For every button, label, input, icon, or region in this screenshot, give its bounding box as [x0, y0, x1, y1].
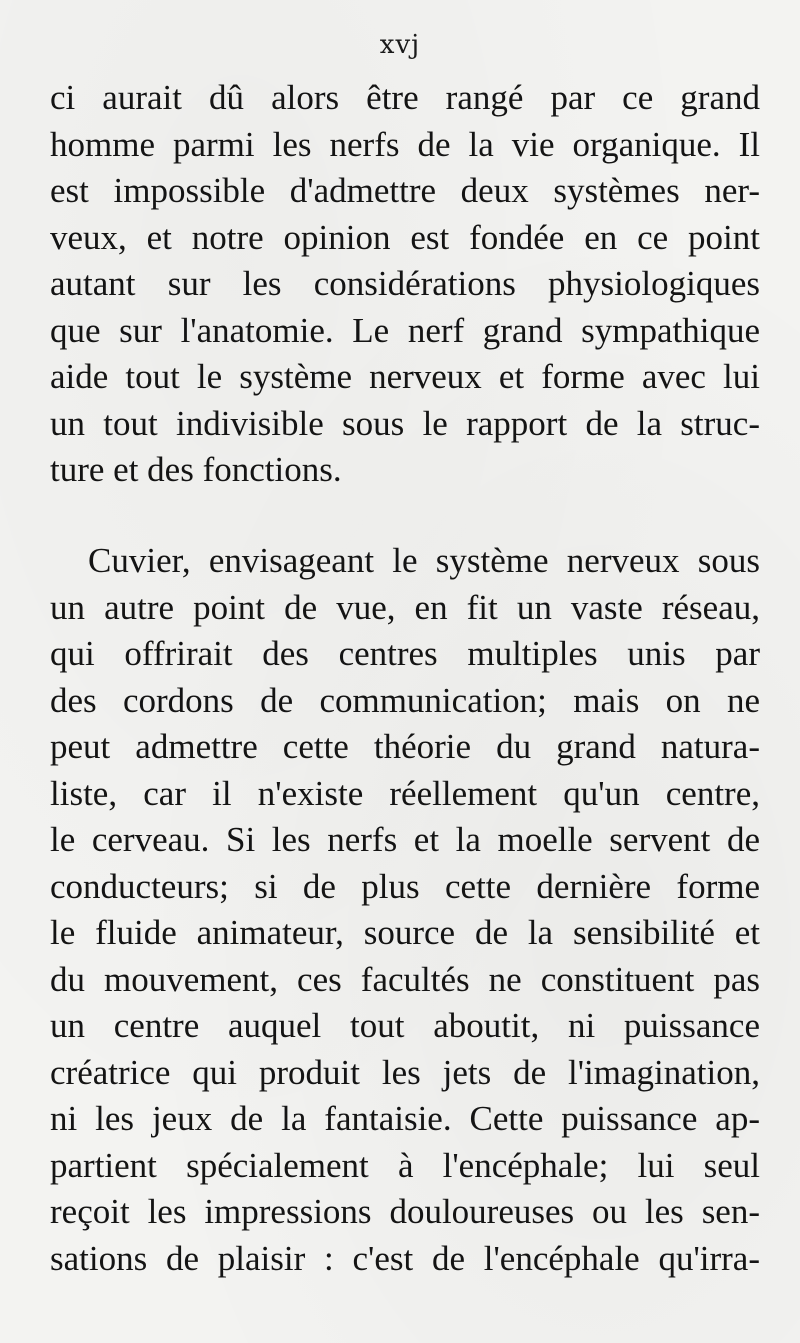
text-line: ture et des fonctions. — [50, 450, 342, 489]
text-line: ni les jeux de la fantaisie. Cette puissance ap- — [50, 1099, 760, 1138]
text-line: partient spécialement à l'encéphale; lui seul — [50, 1145, 760, 1185]
text-line: ci aurait dû alors être rangé par ce grand — [50, 78, 760, 117]
text-line: sations de plaisir : c'est de l'encéphale qu'irra- — [50, 1238, 760, 1278]
text-line: reçoit les impressions douloureuses ou les sen- — [50, 1192, 760, 1231]
text-line: est impossible d'admettre deux systèmes ner- — [50, 171, 760, 210]
text-line: qui offrirait des centres multiples unis par — [50, 634, 760, 673]
text-line: veux, et notre opinion est fondée en ce point — [50, 217, 760, 257]
text-line: aide tout le système nerveux et forme avec lui — [50, 357, 760, 396]
text-line: peut admettre cette théorie du grand natura- — [50, 727, 760, 766]
text-line: créatrice qui produit les jets de l'imagination, — [50, 1052, 760, 1092]
paragraph-2 — [50, 538, 760, 1282]
text-line: du mouvement, ces facultés ne constituent pas — [50, 959, 760, 999]
text-line: un tout indivisible sous le rapport de la struc- — [50, 403, 760, 443]
text-line: le cerveau. Si les nerfs et la moelle servent de — [50, 820, 760, 859]
text-line: homme parmi les nerfs de la vie organique. Il — [50, 124, 760, 164]
text-line: un autre point de vue, en fit un vaste réseau, — [50, 587, 760, 627]
page-number: xvj — [379, 30, 421, 60]
text-line: autant sur les considérations physiologiques — [50, 264, 760, 303]
text-line: liste, car il n'existe réellement qu'un centre, — [50, 773, 760, 813]
text-line: des cordons de communication; mais on ne — [50, 680, 760, 720]
text-line: Cuvier, envisageant le système nerveux sous — [88, 541, 760, 580]
text-line: conducteurs; si de plus cette dernière forme — [50, 866, 760, 906]
text-line: le fluide animateur, source de la sensibilité et — [50, 913, 760, 952]
text-line: un centre auquel tout aboutit, ni puissance — [50, 1006, 760, 1045]
text-line: que sur l'anatomie. Le nerf grand sympathique — [50, 310, 760, 350]
paragraph-1 — [50, 75, 760, 494]
